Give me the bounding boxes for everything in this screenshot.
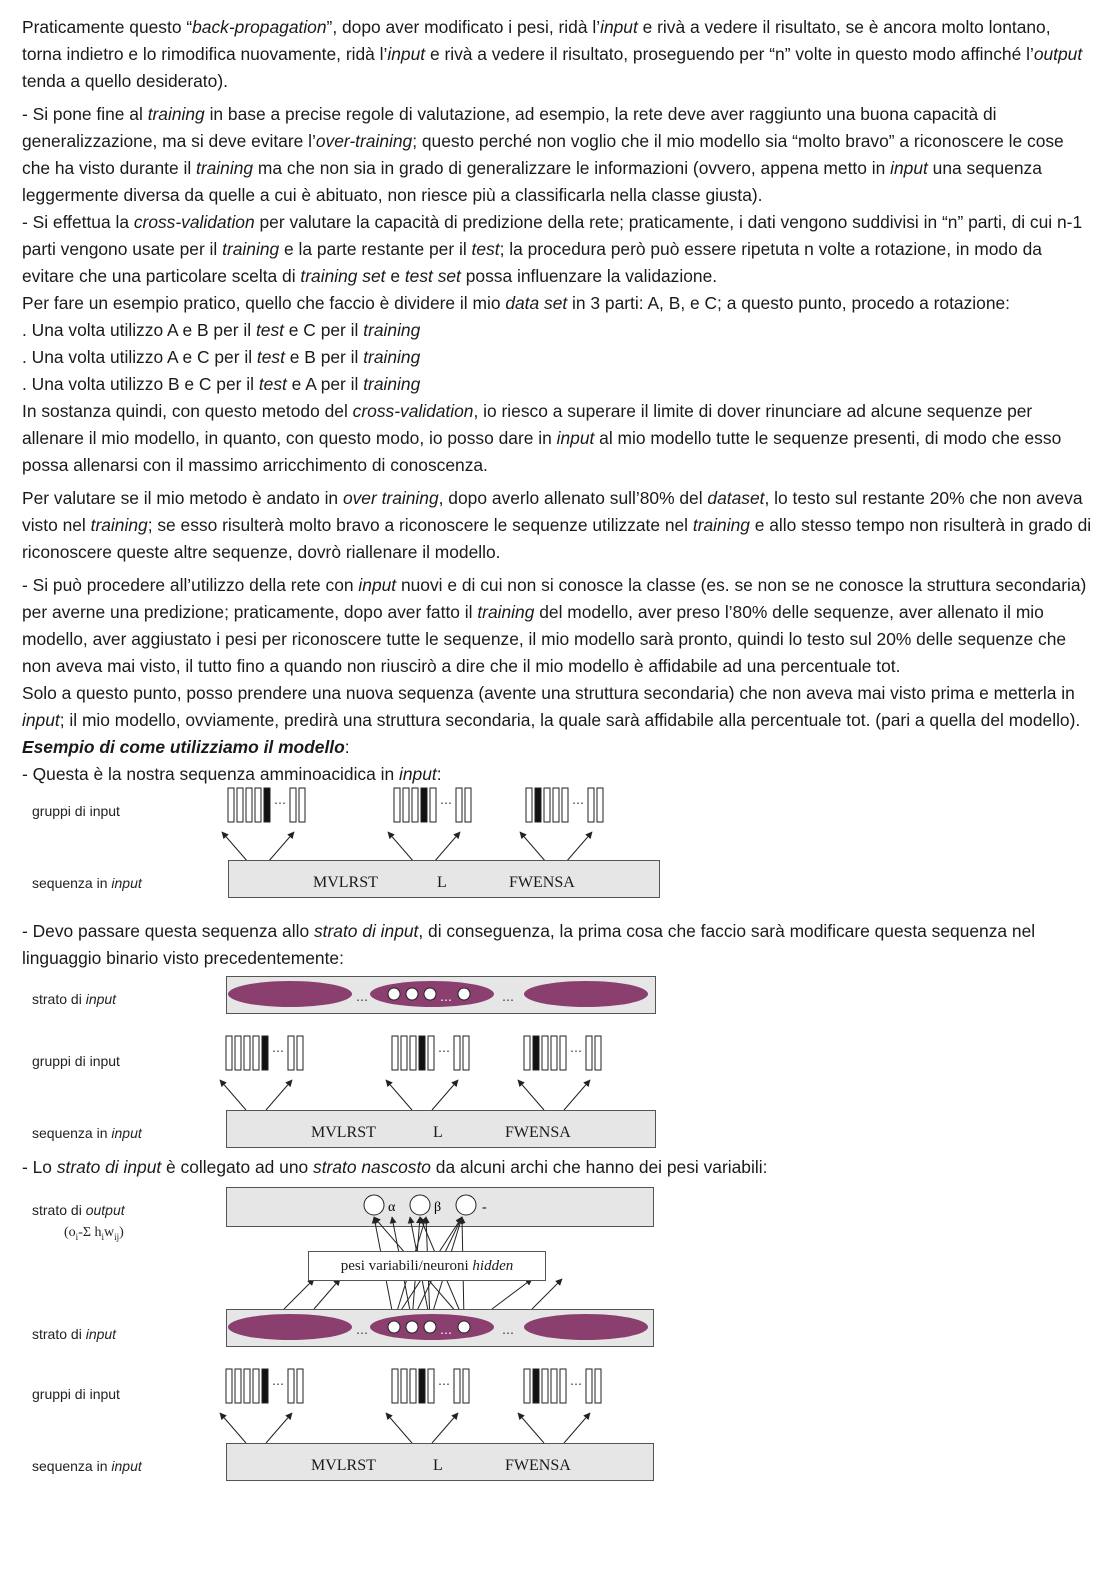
binary-bar: [253, 1036, 259, 1070]
paragraph-hidden-layer: - Lo strato di input è collegato ad uno strato nascosto da alcuni archi che hanno dei pesi variabili:: [22, 1157, 768, 1177]
output-label-beta: β: [434, 1200, 442, 1215]
binary-bar: [288, 1369, 294, 1403]
arrow-line: [520, 832, 546, 862]
binary-bar: [595, 1369, 601, 1403]
diagram-sequence-groups: [22, 788, 1094, 912]
binary-bar: [253, 1369, 259, 1403]
neuron-circle: [458, 1321, 470, 1333]
binary-bar: [465, 788, 471, 822]
arrow-line: [386, 1413, 412, 1443]
seq-segment-1: MVLRST: [311, 1124, 376, 1141]
binary-bar: [264, 788, 270, 822]
binary-bar: [410, 1369, 416, 1403]
binary-bar: [560, 1369, 566, 1403]
paragraph-training-stop: - Si pone fine al training in base a precise regole di valutazione, ad esempio, la rete deve aver raggiunto una buona capacità di generalizzazione, ma si deve evitare l’over-training; questo perché non voglio che il mio modello sia “molto bravo” a riconoscere le cose che ha visto durante il training ma che non sia in grado di generalizzare le informazioni (ovvero, appena metto in input una sequenza leggermente diversa da quelle a cui è abituato, non riesce più a classificarla nella classe giusta).: [22, 104, 1064, 205]
binary-bar: [228, 788, 234, 822]
label-sequence: sequenza in input: [32, 1458, 142, 1474]
neuron-circle: [458, 988, 470, 1000]
label-sequence: sequenza in input: [32, 1125, 142, 1141]
ellipsis-dots: …: [272, 1374, 284, 1388]
binary-bar: [235, 1036, 241, 1070]
arrow-line: [220, 1080, 246, 1110]
arrow-line: [266, 1413, 292, 1443]
binary-bar: [454, 1369, 460, 1403]
binary-bar: [244, 1369, 250, 1403]
seq-segment-1: MVLRST: [311, 1457, 376, 1474]
binary-bar: [430, 788, 436, 822]
ellipsis-dots: …: [572, 793, 584, 807]
binary-bar: [595, 1036, 601, 1070]
arrow-line: [220, 1413, 246, 1443]
section-heading: Esempio di come utilizziamo il modello:: [22, 737, 350, 757]
ellipsis-dots: …: [438, 1374, 450, 1388]
document-page: [22, 14, 1094, 1481]
binary-bar: [299, 788, 305, 822]
binary-bar: [297, 1036, 303, 1070]
binary-bar: [542, 1369, 548, 1403]
neuron-circle: [388, 988, 400, 1000]
sequence-box: [226, 1443, 654, 1481]
binary-bar: [542, 1036, 548, 1070]
ellipsis-dots: …: [438, 1041, 450, 1055]
output-formula: ($o_i-\Sigma$ $h_iw_{ij}$): [64, 1225, 124, 1242]
neuron-circle: [406, 988, 418, 1000]
label-layer: strato di input: [32, 1326, 117, 1342]
binary-bar: [394, 788, 400, 822]
paragraph-prediction: - Si può procedere all’utilizzo della rete con input nuovi e di cui non si conosce la classe (es. se non se ne conosce la struttura secondaria) per averne una predizione; praticamente, dopo aver fatto il training del modello, aver preso l’80% delle sequenze, aver allenato il mio modello, aver aggiustato i pesi per riconoscere tutte le sequenze, il mio modello sarà pronto, quindi lo testo sul 20% delle sequenze che non aveva mai visto, il tutto fino a quando non riuscirò a dire che il mio modello è affidabile ad una percentuale tot.: [22, 575, 1087, 676]
binary-bar: [533, 1036, 539, 1070]
ellipsis-dots: …: [440, 793, 452, 807]
binary-bar: [401, 1036, 407, 1070]
binary-bar: [560, 1036, 566, 1070]
arrow-line: [566, 832, 592, 862]
output-neuron: [364, 1195, 384, 1215]
list-item-rotation-3: . Una volta utilizzo B e C per il test e A per il training: [22, 374, 421, 394]
arrow-line: [314, 1279, 340, 1309]
binary-bar: [544, 788, 550, 822]
label-groups: gruppi di input: [32, 1386, 120, 1402]
list-item-rotation-1: . Una volta utilizzo A e B per il test e C per il training: [22, 320, 421, 340]
arrow-line: [388, 832, 414, 862]
binary-bar: [401, 1369, 407, 1403]
binary-bar: [288, 1036, 294, 1070]
binary-bar: [419, 1369, 425, 1403]
arrow-line: [518, 1413, 544, 1443]
binary-bar: [586, 1369, 592, 1403]
residue-ellipse: [228, 981, 352, 1007]
label-groups: gruppi di input: [32, 803, 120, 819]
ellipsis-dots: …: [274, 793, 286, 807]
binary-bar: [428, 1369, 434, 1403]
binary-bar: [412, 788, 418, 822]
arrow-line: [386, 1080, 412, 1110]
arrow-line: [222, 832, 248, 862]
diagram-network: [22, 1181, 1094, 1481]
binary-bar: [586, 1036, 592, 1070]
paragraph-sequence-intro: - Questa è la nostra sequenza amminoacidica in input:: [22, 764, 442, 784]
binary-bar: [535, 788, 541, 822]
binary-bar: [403, 788, 409, 822]
ellipsis-dots: …: [440, 1323, 452, 1337]
binary-bar: [244, 1036, 250, 1070]
output-neuron: [456, 1195, 476, 1215]
binary-bar: [553, 788, 559, 822]
seq-segment-2: L: [437, 874, 447, 891]
label-output-layer: strato di output: [32, 1202, 125, 1218]
binary-bar: [588, 788, 594, 822]
output-label-alpha: α: [388, 1200, 396, 1215]
ellipsis-dots: …: [570, 1041, 582, 1055]
binary-bar: [262, 1036, 268, 1070]
ellipsis-dots: …: [356, 1323, 368, 1337]
label-sequence: sequenza in input: [32, 875, 142, 891]
arrow-line: [432, 1413, 458, 1443]
arrow-line: [518, 1080, 544, 1110]
arrow-line: [434, 832, 460, 862]
binary-bar: [454, 1036, 460, 1070]
hidden-layer-box: pesi variabili/neuroni hidden: [308, 1251, 546, 1281]
seq-segment-2: L: [433, 1124, 443, 1141]
binary-bar: [262, 1369, 268, 1403]
residue-ellipse: [524, 981, 648, 1007]
ellipsis-dots: …: [570, 1374, 582, 1388]
neuron-circle: [424, 1321, 436, 1333]
output-label-dash: -: [482, 1200, 487, 1215]
seq-segment-3: FWENSA: [505, 1124, 571, 1141]
output-neuron: [410, 1195, 430, 1215]
ellipsis-dots: …: [356, 990, 368, 1004]
binary-bar: [235, 1369, 241, 1403]
binary-bar: [428, 1036, 434, 1070]
binary-bar: [456, 788, 462, 822]
paragraph-backprop: Praticamente questo “back-propagation”, dopo aver modificato i pesi, ridà l’input e rivà a vedere il risultato, se è ancora molto lontano, torna indietro e lo rimodifica nuovamente, ridà l’input e rivà a vedere il risultato, proseguendo per “n” volte in questo modo affinché l’output tenda a quello desiderato).: [22, 17, 1083, 91]
binary-bar: [226, 1036, 232, 1070]
binary-bar: [410, 1036, 416, 1070]
arrow-line: [432, 1080, 458, 1110]
binary-bar: [463, 1036, 469, 1070]
arrow-line: [266, 1080, 292, 1110]
ellipsis-dots: …: [502, 1323, 514, 1337]
paragraph-input-layer: - Devo passare questa sequenza allo strato di input, di conseguenza, la prima cosa che faccio sarà modificare questa sequenza nel linguaggio binario visto precedentemente:: [22, 921, 1036, 968]
ellipsis-dots: …: [502, 990, 514, 1004]
binary-bar: [255, 788, 261, 822]
binary-bar: [551, 1036, 557, 1070]
ellipsis-dots: …: [440, 990, 452, 1004]
binary-bar: [597, 788, 603, 822]
arrow-line: [564, 1080, 590, 1110]
arrow-line: [284, 1279, 314, 1309]
diagram-input-layer: [22, 972, 1094, 1148]
paragraph-summary: In sostanza quindi, con questo metodo del cross-validation, io riesco a superare il limite di dover rinunciare ad alcune sequenze per allenare il mio modello, in quanto, con questo modo, io posso dare in input al mio modello tutte le sequenze presenti, di modo che esso possa allenarsi con il massimo arricchimento di conoscenza.: [22, 401, 1062, 475]
neuron-circle: [424, 988, 436, 1000]
binary-bar: [524, 1369, 530, 1403]
ellipsis-dots: …: [272, 1041, 284, 1055]
paragraph-new-sequence: Solo a questo punto, posso prendere una nuova sequenza (avente una struttura secondaria) che non aveva mai visto prima e metterla in input; il mio modello, ovviamente, predirà una struttura secondaria, la quale sarà affidabile alla percentuale tot. (pari a quella del modello).: [22, 683, 1081, 730]
neuron-circle: [388, 1321, 400, 1333]
binary-bar: [246, 788, 252, 822]
binary-bar: [297, 1369, 303, 1403]
binary-bar: [533, 1369, 539, 1403]
binary-bar: [551, 1369, 557, 1403]
binary-bar: [392, 1369, 398, 1403]
residue-ellipse: [524, 1314, 648, 1340]
binary-bar: [421, 788, 427, 822]
paragraph-cross-validation: - Si effettua la cross-validation per valutare la capacità di predizione della rete; praticamente, i dati vengono suddivisi in “n” parti, di cui n-1 parti vengono usate per il training e la parte restante per il test; la procedura però può essere ripetuta n volte a rotazione, in modo da evitare che una particolare scelta di training set e test set possa influenzare la validazione.: [22, 212, 1083, 286]
neuron-circle: [406, 1321, 418, 1333]
residue-ellipse: [228, 1314, 352, 1340]
input-groups-graphic: [22, 788, 584, 807]
arrow-line: [564, 1413, 590, 1443]
binary-bar: [237, 788, 243, 822]
arrow-line: [492, 1279, 532, 1309]
list-item-rotation-2: . Una volta utilizzo A e C per il test e B per il training: [22, 347, 421, 367]
sequence-box: [226, 1110, 656, 1148]
label-layer: strato di input: [32, 991, 117, 1007]
seq-segment-2: L: [433, 1457, 443, 1474]
paragraph-over-training: Per valutare se il mio metodo è andato in over training, dopo averlo allenato sull’80% del dataset, lo testo sul restante 20% che non aveva visto nel training; se esso risulterà molto bravo a riconoscere le sequenze utilizzate nel training e allo stesso tempo non risulterà in grado di riconoscere queste altre sequenze, dovrò riallenare il modello.: [22, 488, 1092, 562]
binary-bar: [463, 1369, 469, 1403]
sequence-box: [228, 860, 660, 898]
paragraph-example: Per fare un esempio pratico, quello che faccio è dividere il mio data set in 3 parti: A, B, e C; a questo punto, procedo a rotazione:: [22, 293, 1010, 313]
arrow-line: [268, 832, 294, 862]
seq-segment-3: FWENSA: [505, 1457, 571, 1474]
label-groups: gruppi di input: [32, 1053, 120, 1069]
binary-bar: [526, 788, 532, 822]
binary-bar: [226, 1369, 232, 1403]
seq-segment-3: FWENSA: [509, 874, 575, 891]
binary-bar: [392, 1036, 398, 1070]
binary-bar: [419, 1036, 425, 1070]
arrow-line: [532, 1279, 562, 1309]
binary-bar: [562, 788, 568, 822]
binary-bar: [524, 1036, 530, 1070]
binary-bar: [290, 788, 296, 822]
seq-segment-1: MVLRST: [313, 874, 378, 891]
